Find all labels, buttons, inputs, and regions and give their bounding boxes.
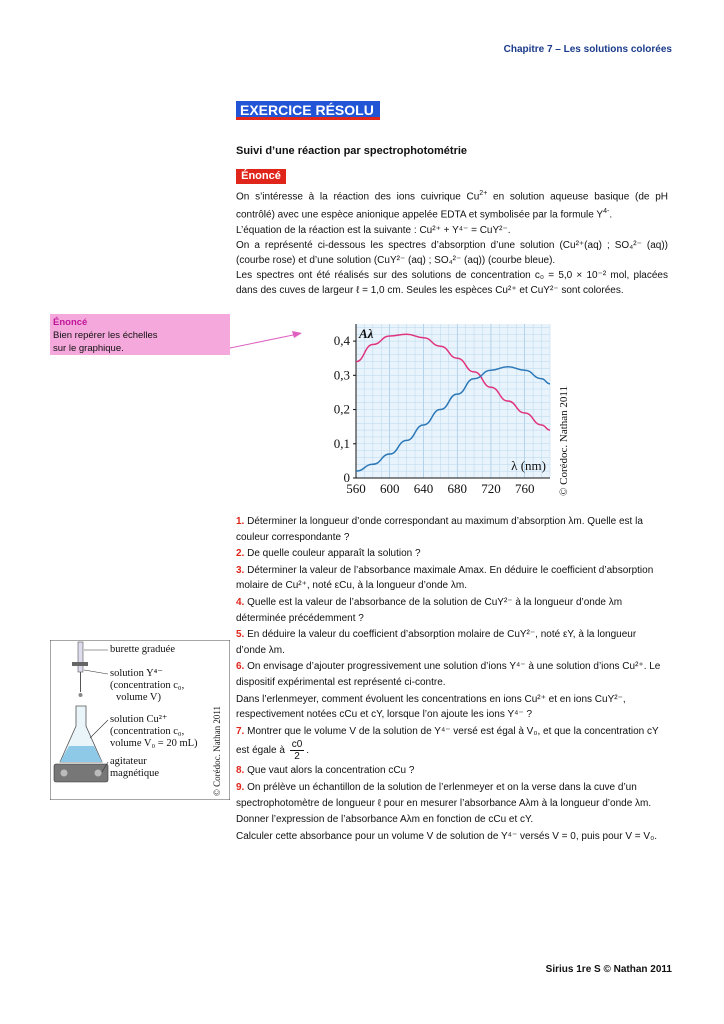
exercise-subtitle: Suivi d’une réaction par spectrophotométrie bbox=[236, 145, 468, 157]
burette-icon bbox=[78, 642, 83, 672]
label-burette: burette graduée bbox=[110, 644, 176, 655]
question-3: 3. Déterminer la valeur de l’absorbance maximale Amax. En déduire le coefficient d’absorption molaire de Cu²⁺, noté εCu, à la longueur d’onde λm. bbox=[236, 564, 654, 592]
question-9c: Calculer cette absorbance pour un volume V de solution de Y⁴⁻ versés V = 0, puis pour V = V₀. bbox=[236, 830, 658, 842]
burette-clamp-icon bbox=[72, 662, 88, 666]
chart-copyright bbox=[553, 358, 573, 498]
y-tick-label: 0,1 bbox=[333, 435, 350, 451]
figure-copyright: © Corédoc. Nathan 2011 bbox=[212, 706, 222, 796]
x-tick-label: 720 bbox=[481, 481, 501, 496]
chart-copyright-text: © Corédoc. Nathan 2011 bbox=[558, 386, 570, 496]
intro-paragraph-2: L’équation de la réaction est la suivante : Cu²⁺ + Y⁴⁻ = CuY²⁻. bbox=[236, 224, 511, 236]
question-2: 2. De quelle couleur apparaît la solution ? bbox=[236, 548, 421, 560]
x-tick-label: 640 bbox=[413, 481, 434, 496]
label-solution-cu: solution Cu²⁺ bbox=[110, 714, 168, 725]
y-tick-label: 0,4 bbox=[333, 333, 350, 349]
enonce-tag: Énoncé bbox=[236, 169, 286, 184]
question-9: 9. On prélève un échantillon de la solution de l’erlenmeyer et on la verse dans la cuve d’un spectrophotomètre de longueur ℓ pour en mesurer l’absorbance Aλm à la longueur d’onde λm. bbox=[236, 781, 652, 809]
fraction: $\frac{c0}{2}$ bbox=[291, 739, 303, 763]
absorption-spectrum-chart bbox=[316, 318, 586, 502]
question-6b: Dans l’erlenmeyer, comment évoluent les concentrations en ions Cu²⁺ et en ions CuY²⁻, respectivement notées cCu et cY, lorsque l’on ajoute les ions Y⁴⁻ ? bbox=[236, 693, 626, 721]
question-6: 6. On envisage d’ajouter progressivement une solution d’ions Y⁴⁻ à une solution d’ions Cu²⁺. Le dispositif expérimental est représenté ci-contre. bbox=[236, 661, 661, 688]
question-7: 7. Montrer que le volume V de la solution de Y⁴⁻ versé est égal à V₀, et que la concentration cY est égale à $\frac{c0}{2}$ . bbox=[236, 725, 659, 763]
question-9b: Donner l’expression de l’absorbance Aλm en fonction de cCu et cY. bbox=[236, 814, 534, 826]
titration-setup-figure bbox=[50, 640, 230, 800]
questions bbox=[236, 514, 668, 845]
x-tick-label: 560 bbox=[346, 481, 366, 496]
x-axis-label: λ (nm) bbox=[511, 458, 546, 473]
exercise-title: EXERCICE RÉSOLU 2 bbox=[236, 101, 380, 120]
x-tick-label: 760 bbox=[514, 481, 535, 496]
intro-paragraph-4: Les spectres ont été réalisés sur des solutions de concentration c₀ = 5,0 × 10⁻² mol, placées dans des cuves de largeur ℓ = 1,0 cm. Seules les espèces Cu²⁺ et CuY²⁻ sont colorées. bbox=[236, 269, 668, 296]
chapter-header: Chapitre 7 – Les solutions colorées bbox=[503, 44, 672, 55]
label-solution-cu-vol: volume V₀ = 20 mL) bbox=[110, 738, 198, 749]
question-8: 8. Que vaut alors la concentration cCu ? bbox=[236, 765, 415, 777]
question-1: 1. Déterminer la longueur d’onde correspondant au maximum d’absorption λm. Quelle est la couleur correspondante ? bbox=[236, 516, 643, 543]
side-note bbox=[50, 314, 230, 355]
y-tick-label: 0,2 bbox=[333, 401, 350, 417]
x-tick-label: 680 bbox=[447, 481, 467, 496]
side-note-line-2: sur le graphique. bbox=[53, 343, 124, 354]
label-solution-y: solution Y⁴⁻ bbox=[110, 668, 163, 679]
question-4: 4. Quelle est la valeur de l’absorbance de la solution de CuY²⁻ à la longueur d’onde λm déterminée précédemment ? bbox=[236, 596, 623, 624]
side-note-line-1: Bien repérer les échelles bbox=[53, 330, 158, 341]
page-footer: Sirius 1re S © Nathan 2011 bbox=[545, 964, 672, 975]
label-solution-y-conc: (concentration c₀, bbox=[110, 680, 185, 691]
x-tick-label: 600 bbox=[379, 481, 400, 496]
label-solution-y-vol: volume V) bbox=[116, 692, 162, 703]
intro-paragraph-3: On a représenté ci-dessous les spectres d’absorption d’une solution (Cu²⁺(aq) ; SO₄²⁻ (aq)) (courbe rose) et d’une solution (CuY²⁻ (aq) ; SO₄²⁻ (aq)) (courbe bleue). bbox=[236, 239, 668, 266]
intro-paragraph-1: On s’intéresse à la réaction des ions cuivrique $Cu^{2+}$ en solution aqueuse basique (de pH contrôlé) avec une espèce anionique appelée EDTA et symbolisée par la formule $Y^{4-}$. bbox=[236, 190, 668, 221]
arrow-icon bbox=[228, 326, 308, 356]
label-solution-cu-conc: (concentration c₀, bbox=[110, 726, 185, 737]
label-stirrer: agitateur bbox=[110, 756, 147, 767]
side-note-title: Énoncé bbox=[53, 317, 88, 328]
y-tick-label: 0 bbox=[343, 470, 350, 485]
question-5: 5. En déduire la valeur du coefficient d’absorption molaire de CuY²⁻, noté εY, à la longueur d’onde λm. bbox=[236, 629, 637, 656]
label-stirrer-2: magnétique bbox=[110, 768, 159, 779]
y-axis-label: Aλ bbox=[359, 326, 374, 341]
y-tick-label: 0,3 bbox=[333, 367, 350, 383]
intro-text bbox=[236, 186, 668, 298]
